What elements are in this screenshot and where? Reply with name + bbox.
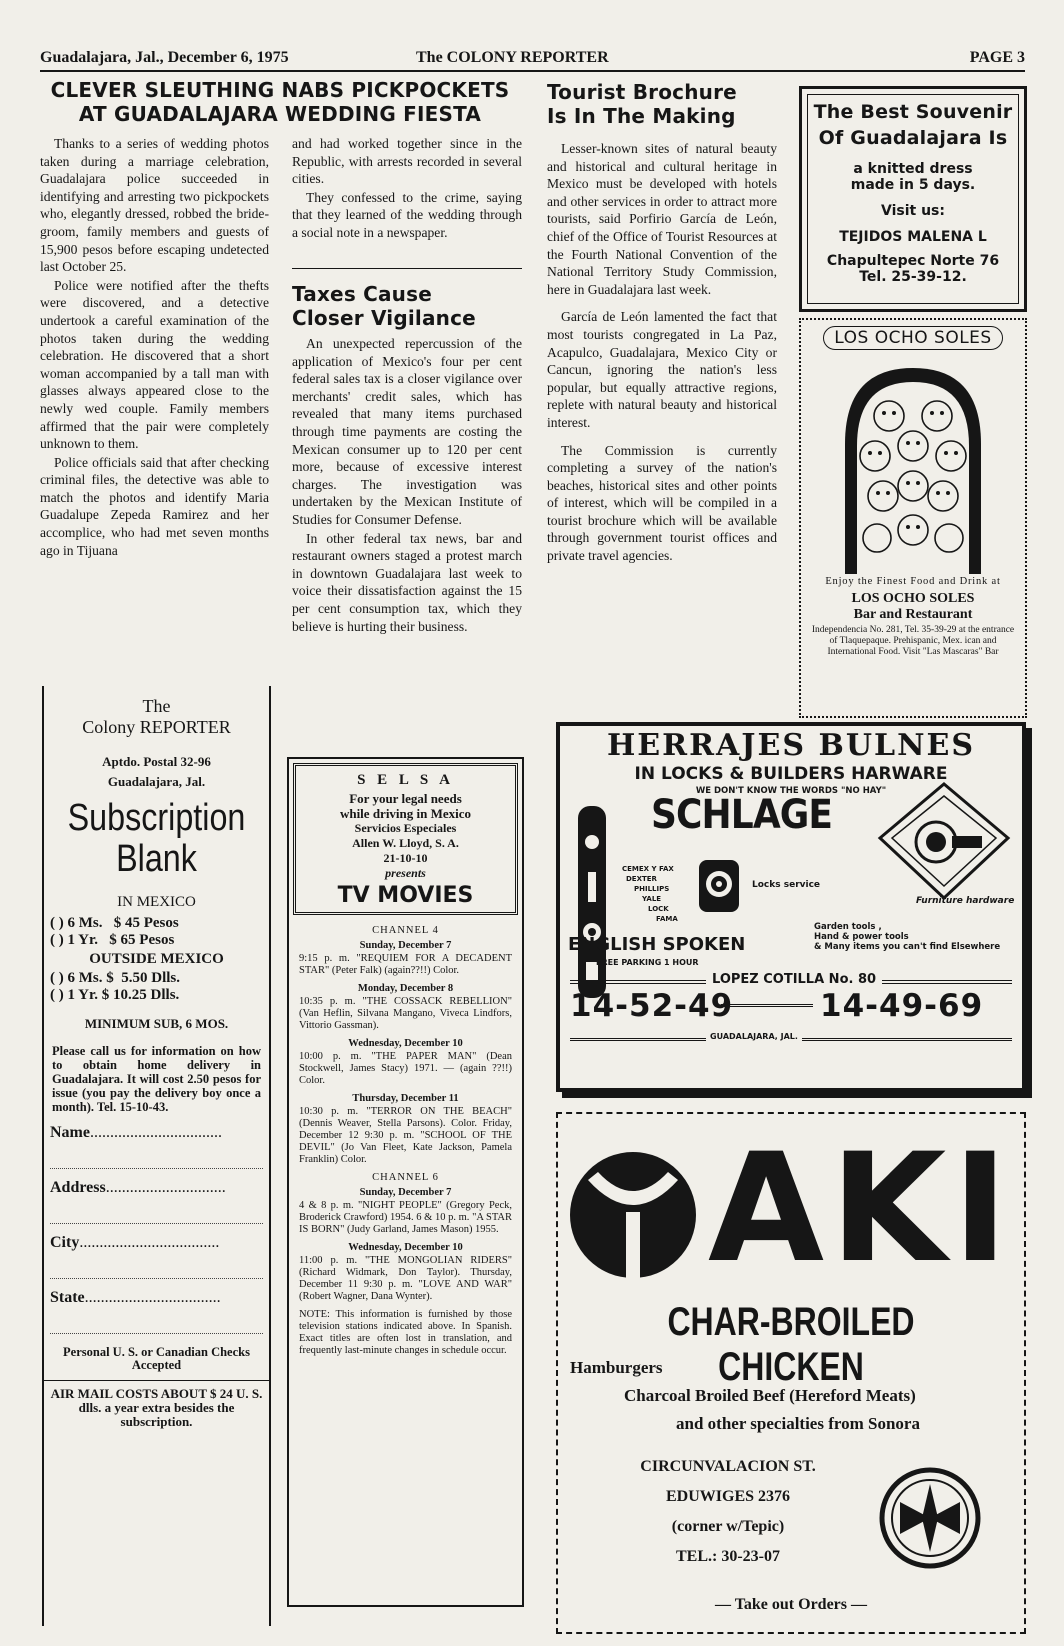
article3-headline-2: Is In The Making [547, 104, 736, 128]
souvenir-address: Chapultepec Norte 76 [826, 253, 1000, 269]
yaki-ad [556, 1112, 1026, 1634]
selsa-header [293, 763, 518, 915]
tv-listing: 10:35 p. m. "THE COSSACK REBELLION" (Van Heflin, Silvana Mangano, Viveca Lindfors, Vittorio Gassman). [299, 996, 512, 1031]
sub-in-mexico: IN MEXICO [117, 894, 196, 910]
tv-note: NOTE: This information is furnished by those television stations indicated above. In Spanish. Exact titles are often lost in translation, and frequently last-minute changes in schedule occur. [299, 1309, 512, 1356]
yaki-address-line: EDUWIGES 2376 [665, 1488, 791, 1505]
selsa-intro: For your legal needs [349, 791, 462, 806]
door-plate-icon [570, 802, 614, 1002]
brand-item: DEXTER [626, 875, 657, 883]
field-label: Name [50, 1124, 90, 1141]
ocho-soles-details: Independencia No. 281, Tel. 35-39-29 at the entrance of Tlaquepaque. Prehispanic, Mex. ican and International Food. Visit "Las Mascaras" Bar [811, 625, 1015, 657]
street-address: LOPEZ COTILLA No. 80 [706, 972, 882, 987]
form-line[interactable] [50, 1142, 263, 1169]
tv-day: Sunday, December 7 [359, 1187, 452, 1198]
sub-aptdo: Aptdo. Postal 32-96 [102, 754, 211, 769]
headline-line: AT GUADALAJARA WEDDING FIESTA [78, 102, 482, 126]
paragraph: An unexpected repercussion of the application of Mexico's four per cent federal sales tax is a closer vigilance over merchants' credit sales, which has revealed that many items purchased through time payments are costing the Mexican consumer up to 120 per cent more, because of excessive interest charges. The investigation was undertaken by the Mexican Institute of Studies for Consumer Defense. [292, 336, 522, 527]
yaki-line-2: Charcoal Broiled Beef (Hereford Meats) [624, 1386, 916, 1405]
paragraph: and had worked together since in the Republic, with arrests recorded in several cities. [292, 136, 522, 187]
souvenir-line-2: made in 5 days. [850, 177, 976, 193]
article1-headline [40, 78, 520, 126]
yaki-y-logo [568, 1150, 698, 1280]
article3 [547, 80, 777, 565]
yaki-emblem [878, 1466, 982, 1570]
padlock-icon [696, 852, 742, 916]
paragraph: Police were notified after the thefts were discovered, and a detective undertook a careful examination of the photos taken during the wedding celebration. He discovered that a short woman accompanied by a tall man with glasses always appeared close to the newly wed couple. Family members affirmed that the pair were completely unknown to them. [40, 277, 269, 452]
field-label: State [50, 1289, 85, 1306]
article2-headline-2: Closer Vigilance [292, 306, 476, 330]
tv-day: Wednesday, December 10 [348, 1242, 463, 1253]
tv-day: Sunday, December 7 [359, 940, 452, 951]
herrajes-name: HERRAJES BULNES [606, 728, 976, 763]
tv-listing: 4 & 8 p. m. "NIGHT PEOPLE" (Gregory Peck, Broderick Crawford) 1954. 6 & 10 p. m. "A STAR IS BORN" (Judy Garland, James Mason) 1955. [299, 1200, 512, 1235]
ocho-soles-name: LOS OCHO SOLES [851, 591, 975, 606]
souvenir-title-2: Of Guadalajara Is [818, 127, 1008, 149]
brand-item: CEMEX Y FAX [622, 865, 674, 873]
address-field[interactable]: Address.............................. [50, 1179, 226, 1196]
brands-list [622, 864, 678, 924]
schlage-brand: SCHLAGE [651, 792, 833, 838]
yaki-takeout: — Take out Orders — [714, 1596, 867, 1613]
phone-1: 14-52-49 [570, 988, 734, 1024]
paragraph: In other federal tax news, bar and restaurant owners staged a protest march in downtown Guadalajara last week to voice their dissatisfaction against the 15 per cent consumption tax, which they believe is hurting their business. [292, 530, 522, 634]
herrajes-ad [556, 722, 1026, 1092]
garden-line: & Many items you can't find Elsewhere [814, 942, 1001, 952]
selsa-intro: Servicios Especiales [354, 821, 457, 835]
herrajes-tag: WE DON'T KNOW THE WORDS "NO HAY" [695, 786, 887, 796]
article2-headline-1: Taxes Cause [292, 282, 432, 306]
furniture-hardware: Furniture hardware [916, 896, 1015, 906]
tv-movies-box [287, 757, 524, 1607]
sub-big-2: Blank [116, 838, 197, 880]
yaki-line-1: Hamburgers [570, 1358, 663, 1377]
sub-airmail: AIR MAIL COSTS ABOUT $ 24 U. S. dlls. a year extra besides the subscription. [50, 1386, 263, 1429]
paragraph: They confessed to the crime, saying that they learned of the wedding through a social note in a newspaper. [292, 189, 522, 240]
garden-line: Hand & power tools [814, 932, 909, 942]
free-parking: FREE PARKING 1 HOUR [596, 958, 699, 967]
selsa-name: S E L S A [357, 772, 454, 788]
tv-day: Monday, December 8 [357, 983, 454, 994]
paragraph: García de León lamented the fact that most tourists congregated in La Paz, Acapulco, Guadalajara, Mexico City or Cancun, ignoring the nation's less popular, but equally attractive regions, replete with natural beauty and historical interest. [547, 309, 777, 430]
paragraph: Lesser-known sites of natural beauty and historical and cultural heritage in Mexico must be developed with hotels and other services in order to attract more tourists, said Porfirio García de León, chief of the Office of Tourist Resources at the Fourth National Convention of the National Territory Study Commission, here in Guadalajara last week. [547, 141, 777, 297]
paragraph: The Commission is currently completing a survey of the nation's beaches, historical sites and other points of interest, which will be compiled in a tourist brochure which will be available through government tourist offices and private travel agencies. [547, 442, 777, 564]
phone-2: 14-49-69 [820, 988, 984, 1024]
field-label: Address [50, 1179, 106, 1196]
yaki-address [598, 1452, 858, 1572]
sub-option[interactable]: ( ) 1 Yr. $ 65 Pesos [50, 932, 175, 948]
selsa-presents: presents [385, 866, 426, 880]
yaki-tel: TEL.: 30-23-07 [676, 1548, 780, 1565]
sub-big-1: Subscription [67, 797, 246, 839]
english-spoken: ENGLISH SPOKEN [568, 934, 746, 955]
tv-listing: 10:30 p. m. "TERROR ON THE BEACH" (Dennis Weaver, Stella Parsons). Color. Friday, December 12 9:30 p. m. "SCHOOL OF THE DEVIL" (Jo Van Fleet, Kate Jackson, Pamela Franklin) Color. [299, 1106, 512, 1165]
locks-service: Locks service [752, 880, 821, 890]
yaki-letters: AKI [708, 1122, 1015, 1296]
tv-listing: 10:00 p. m. "THE PAPER MAN" (Dean Stockwell, James Stacy) 1971. — (again ??!!) Color. [299, 1051, 512, 1086]
sub-option[interactable]: ( ) 6 Ms. $ 45 Pesos [50, 915, 179, 931]
sub-option[interactable]: ( ) 6 Ms. $ 5.50 Dlls. [50, 970, 180, 986]
souvenir-ad [799, 86, 1027, 312]
garden-line: Garden tools , [814, 922, 882, 932]
city-field[interactable]: City................................... [50, 1234, 220, 1251]
subscription-blank [42, 686, 271, 1626]
tv-listing: 11:00 p. m. "THE MONGOLIAN RIDERS" (Richard Widmark, Don Taylor). Thursday, December 11 9:30 p. m. "LOVE AND WAR" (Robert Wagner, Dana Wynter). [299, 1255, 512, 1302]
form-line[interactable] [50, 1252, 263, 1279]
selsa-phone: 21-10-10 [383, 851, 428, 865]
souvenir-title-1: The Best Souvenir [813, 101, 1013, 123]
masthead [40, 48, 1025, 72]
article1-column-1 [40, 135, 269, 559]
name-field[interactable]: Name................................. [50, 1124, 222, 1141]
tv-day: Wednesday, December 10 [348, 1038, 463, 1049]
channel-6-heading: CHANNEL 6 [372, 1172, 439, 1183]
door-lock-icon [876, 780, 1015, 906]
sub-note: Please call us for information on how to obtain home delivery in Guadalajara. It will cost 2.50 pesos for issue (you pay the delivery boy once a month). Tel. 15-10-43. [52, 1044, 261, 1114]
article3-headline-1: Tourist Brochure [547, 80, 737, 104]
brand-item: PHILLIPS [634, 885, 670, 893]
form-line[interactable] [50, 1307, 263, 1334]
article1-column-2 [292, 135, 522, 242]
channel-4-heading: CHANNEL 4 [372, 925, 439, 936]
divider [292, 268, 522, 269]
state-field[interactable]: State.................................. [50, 1289, 221, 1306]
yaki-headline: CHAR-BROILED CHICKEN [667, 1300, 915, 1389]
yaki-line-3: and other specialties from Sonora [676, 1414, 920, 1433]
sub-checks: Personal U. S. or Canadian Checks Accepted [63, 1345, 250, 1372]
field-label: City [50, 1234, 80, 1251]
ocho-soles-kind: Bar and Restaurant [853, 607, 973, 622]
souvenir-tel: Tel. 25-39-12. [859, 269, 967, 285]
garden-tools [814, 922, 1014, 952]
tv-listing: 9:15 p. m. "REQUIEM FOR A DECADENT STAR" (Peter Falk) (again??!!) Color. [299, 953, 512, 976]
tv-day: Thursday, December 11 [352, 1093, 459, 1104]
selsa-intro: Allen W. Lloyd, S. A. [352, 836, 459, 850]
ocho-soles-logo: LOS OCHO SOLES [823, 326, 1002, 350]
paragraph: Police officials said that after checking criminal files, the detective was able to match the photos and identify Maria Guadalupe Zepeda Ramirez and her accomplice, who had met seven months ago in Tijuana [40, 454, 269, 558]
brand-item: LOCK [648, 905, 669, 913]
sub-option[interactable]: ( ) 1 Yr. $ 10.25 Dlls. [50, 987, 180, 1003]
sub-city: Guadalajara, Jal. [107, 774, 206, 789]
dateline: Guadalajara, Jal., December 6, 1975 [40, 49, 289, 66]
page-number: PAGE 3 [969, 49, 1025, 66]
form-line[interactable] [50, 1197, 263, 1224]
sub-outside: OUTSIDE MEXICO [89, 951, 224, 967]
ocho-soles-ad [799, 318, 1027, 718]
souvenir-visit: Visit us: [881, 203, 945, 219]
paragraph: Thanks to a series of wedding photos taken during a marriage celebration, Guadalajara police succeeded in identifying and arresting two pickpockets who, elegantly dressed, robbed the bride-groom, family members and guests of 15,900 pesos before escaping undetected last October 25. [40, 136, 269, 275]
brand-item: YALE [642, 895, 662, 903]
selsa-intro: while driving in Mexico [339, 806, 472, 821]
yaki-address-line: CIRCUNVALACION ST. [640, 1458, 816, 1475]
herrajes-city: GUADALAJARA, JAL. [706, 1032, 802, 1041]
souvenir-line-1: a knitted dress [853, 161, 973, 177]
article2 [292, 282, 522, 635]
suns-illustration [803, 354, 1023, 574]
paper-name: The COLONY REPORTER [416, 49, 609, 66]
souvenir-mark: L [977, 229, 987, 245]
sub-minimum: MINIMUM SUB, 6 MOS. [84, 1016, 229, 1031]
souvenir-shop-name: TEJIDOS MALENA [839, 229, 974, 245]
sub-title-1: The [142, 696, 171, 716]
herrajes-sub: IN LOCKS & BUILDERS HARWARE [634, 764, 948, 784]
tv-movies-title: TV MOVIES [337, 883, 474, 908]
brand-item: FAMA [656, 915, 678, 923]
ocho-soles-tagline: Enjoy the Finest Food and Drink at [825, 576, 1001, 587]
headline-line: CLEVER SLEUTHING NABS PICKPOCKETS [50, 78, 510, 102]
sub-title-2: Colony REPORTER [82, 717, 231, 737]
yaki-address-line: (corner w/Tepic) [671, 1518, 785, 1535]
